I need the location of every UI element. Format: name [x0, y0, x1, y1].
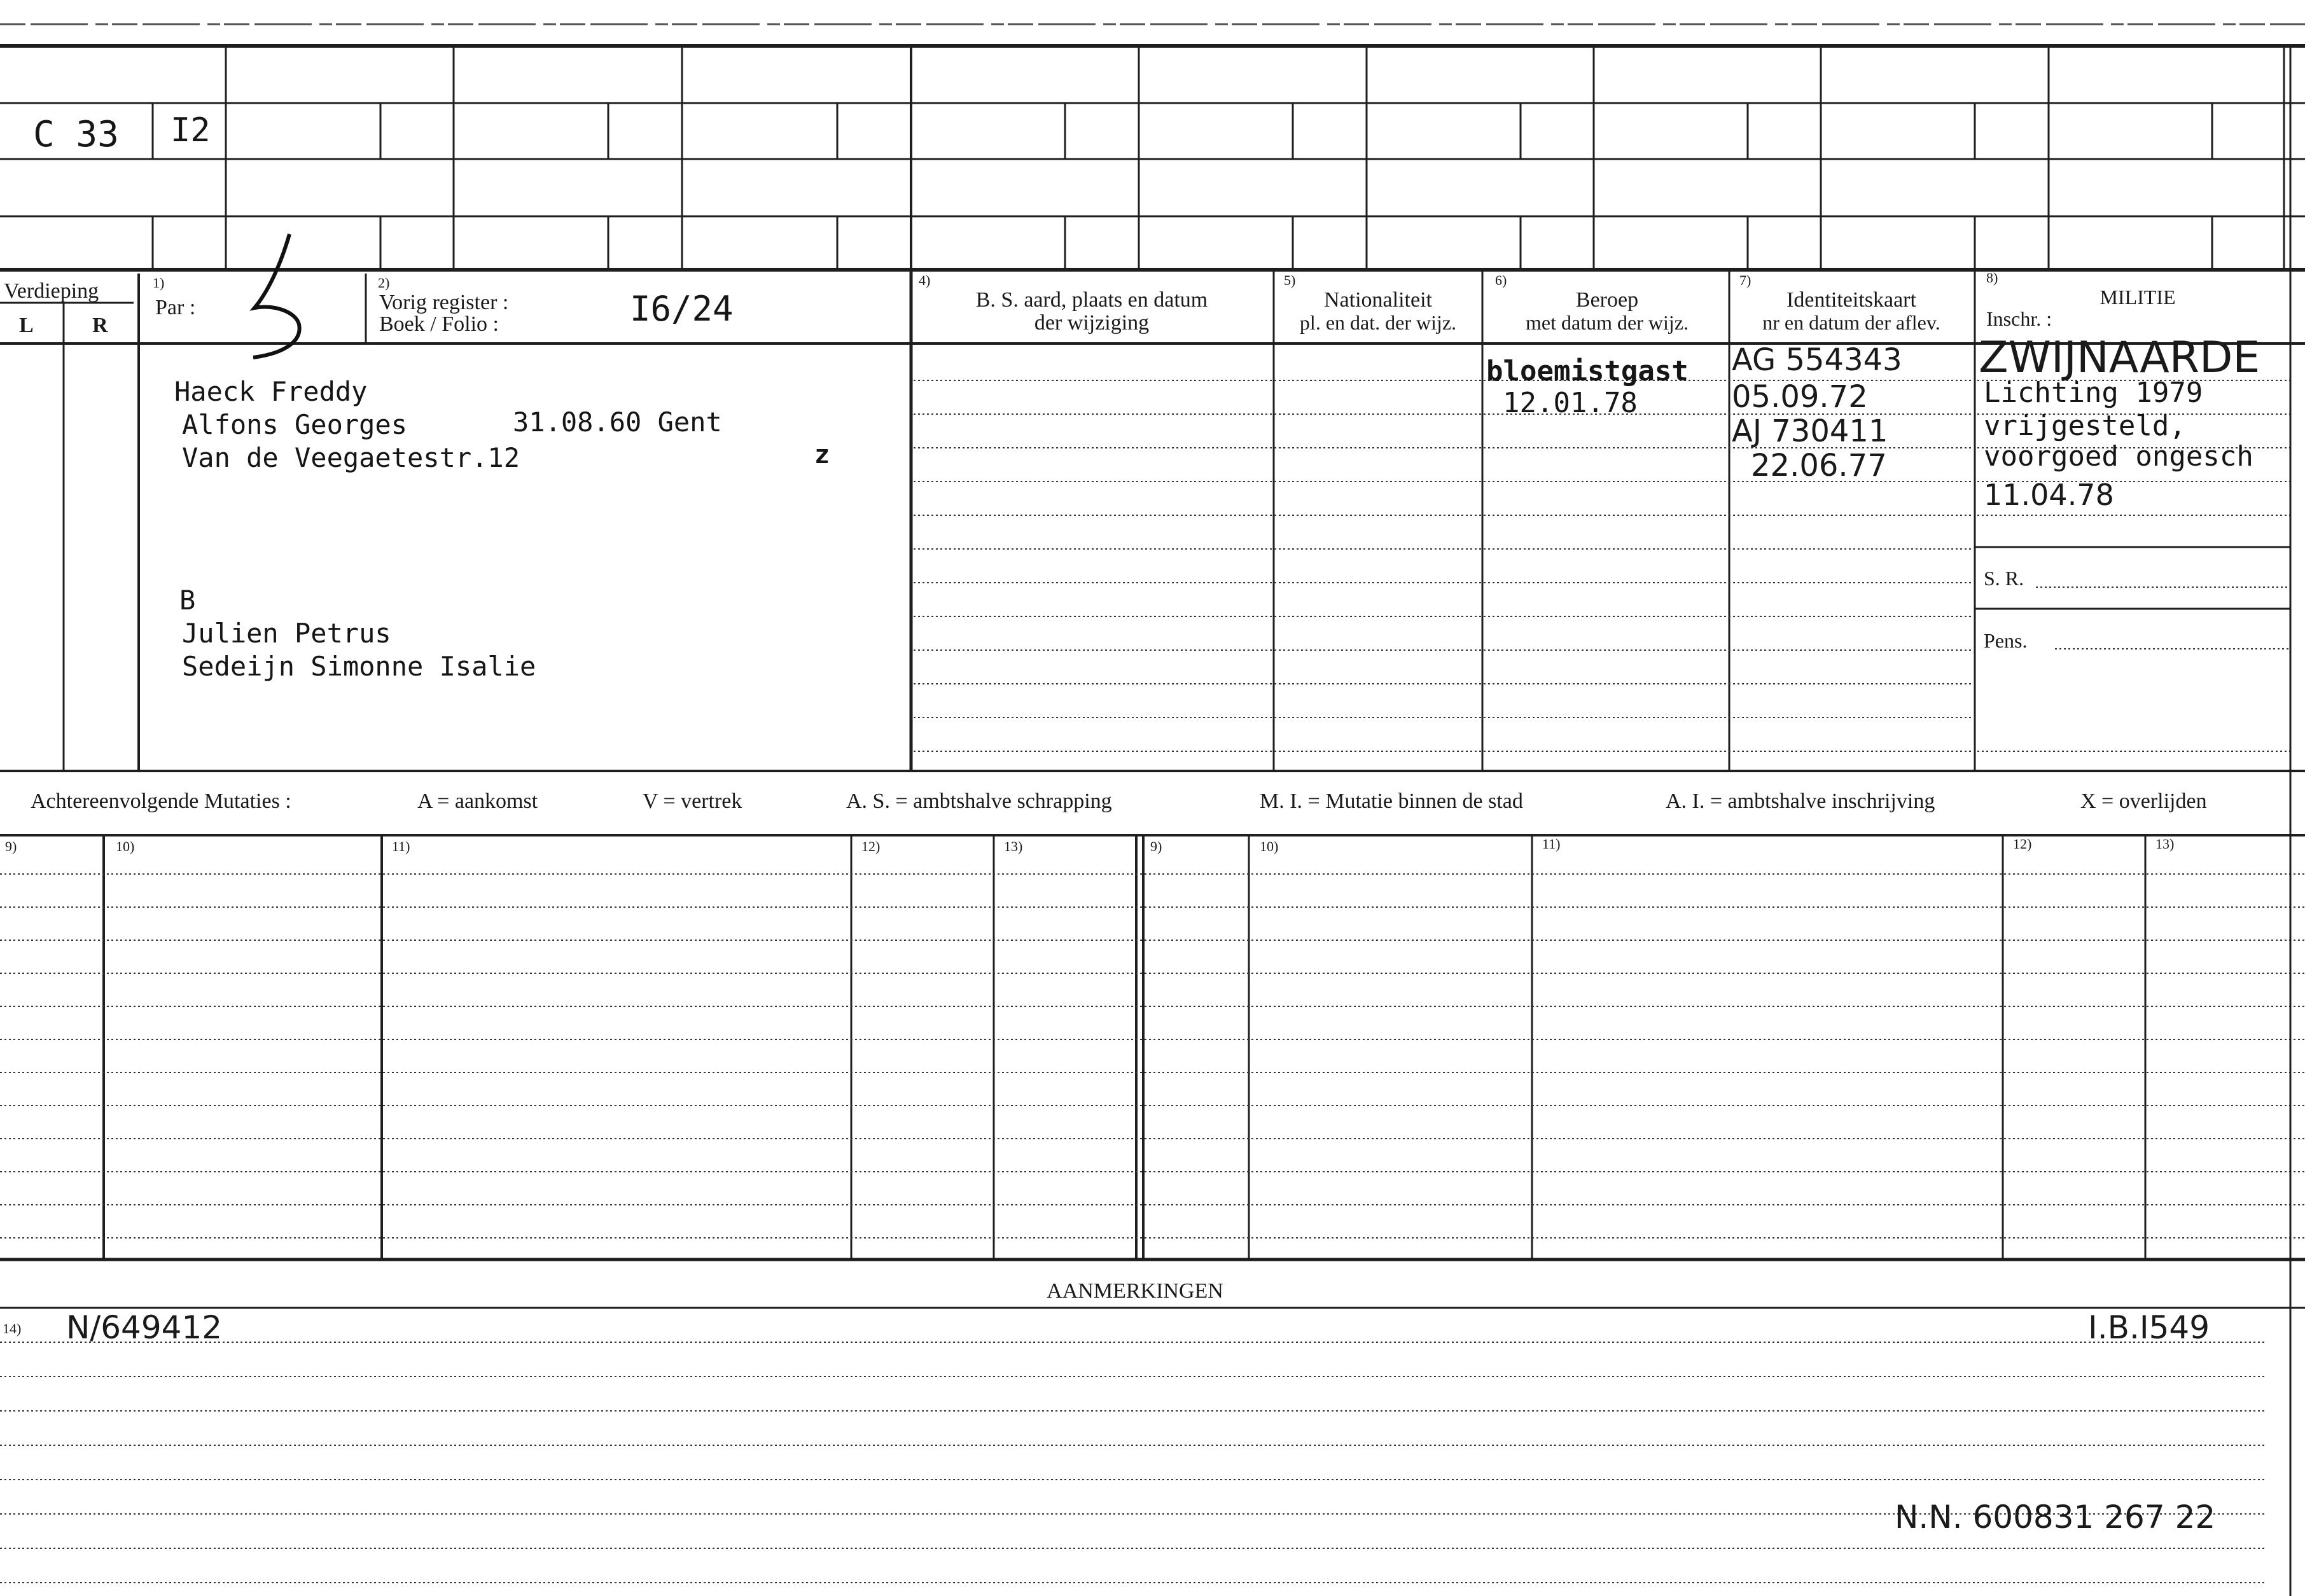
person-status: B	[179, 585, 196, 616]
mutatie-col-9a: 9)	[5, 838, 17, 854]
aanmerkingen-ib: I.B.I549	[2088, 1309, 2210, 1346]
bs-label-2: der wijziging	[1034, 311, 1150, 335]
person-birth: 31.08.60 Gent	[513, 406, 722, 438]
top-code-1: C 33	[33, 114, 119, 155]
mutatie-col-11b: 11)	[1542, 836, 1561, 852]
mutatie-col-13a: 13)	[1004, 838, 1023, 854]
person-given-names: Alfons Georges	[182, 409, 408, 440]
mutatie-col-10b: 10)	[1260, 838, 1279, 854]
aanmerkingen-nn: N.N. 600831 267 22	[1895, 1499, 2216, 1536]
aanmerkingen-title: AANMERKINGEN	[1047, 1279, 1223, 1303]
column-r-label: R	[92, 314, 108, 337]
mutatie-v: V = vertrek	[643, 789, 742, 813]
mutatie-col-12a: 12)	[861, 838, 881, 854]
mutatie-col-11a: 11)	[392, 838, 410, 854]
nationaliteit-label-2: pl. en dat. der wijz.	[1299, 311, 1457, 334]
mutatie-a: A = aankomst	[417, 789, 538, 813]
person-name: Haeck Freddy	[174, 376, 368, 407]
bs-label-1: B. S. aard, plaats en datum	[975, 288, 1208, 312]
verdieping-label: Verdieping	[4, 279, 99, 303]
identiteit-label-1: Identiteitskaart	[1786, 288, 1916, 312]
boek-folio-value: I6/24	[630, 289, 734, 329]
mutatie-as: A. S. = ambtshalve schrapping	[846, 789, 1112, 813]
mutatie-col-13b: 13)	[2155, 836, 2175, 852]
mutatie-col-9b: 9)	[1150, 838, 1162, 854]
header-grid	[0, 270, 2305, 771]
par-label: Par :	[155, 296, 196, 319]
mutatie-x: X = overlijden	[2080, 789, 2207, 813]
militie-label: MILITIE	[2100, 286, 2176, 309]
mutatie-mi: M. I. = Mutatie binnen de stad	[1260, 789, 1523, 813]
footnote-7: 7)	[1739, 272, 1751, 288]
id-card-2: AJ 730411	[1732, 413, 1888, 449]
pens-label: Pens.	[1984, 629, 2028, 652]
top-code-2: I2	[171, 111, 211, 149]
column-l-label: L	[19, 314, 34, 337]
beroep-label-2: met datum der wijz.	[1526, 311, 1689, 334]
right-edge-ticks	[2290, 46, 2305, 1596]
beroep-value: bloemistgast	[1486, 355, 1689, 387]
footnote-4: 4)	[919, 272, 931, 288]
mutatie-col-12b: 12)	[2013, 836, 2032, 852]
mutaties-grid	[0, 835, 2305, 1259]
par-signature	[253, 234, 300, 357]
footnote-2: 2)	[378, 275, 390, 291]
id-date-2: 22.06.77	[1751, 448, 1887, 483]
person-father: Julien Petrus	[182, 618, 391, 649]
militie-place: ZWIJNAARDE	[1979, 333, 2260, 383]
mutaties-title: Achtereenvolgende Mutaties :	[31, 789, 291, 813]
footnote-5: 5)	[1284, 272, 1296, 288]
mutatie-ai: A. I. = ambtshalve inschrijving	[1666, 789, 1935, 813]
aanmerkingen-lines	[0, 1308, 2305, 1583]
top-grid	[0, 46, 2305, 270]
id-date-1: 05.09.72	[1732, 379, 1868, 415]
footnote-6: 6)	[1495, 272, 1507, 288]
person-street: Van de Veegaetestr.12	[182, 442, 520, 473]
sr-label: S. R.	[1984, 567, 2024, 590]
person-mother: Sedeijn Simonne Isalie	[182, 651, 536, 682]
boek-folio-label: Boek / Folio :	[379, 312, 499, 336]
footnote-1: 1)	[153, 275, 165, 291]
vorig-register-label: Vorig register :	[379, 291, 509, 314]
person-mark: z	[814, 440, 830, 469]
mutaties-dotted-lines	[0, 874, 2305, 1238]
identiteit-label-2: nr en datum der aflev.	[1762, 311, 1940, 334]
militie-lichting: Lichting 1979	[1984, 377, 2203, 409]
id-card-1: AG 554343	[1732, 342, 1902, 378]
militie-date: 11.04.78	[1984, 478, 2114, 512]
footnote-8: 8)	[1986, 270, 1998, 286]
inschr-label: Inschr. :	[1986, 307, 2052, 330]
footnote-14: 14)	[3, 1321, 22, 1336]
aanmerkingen-ref: N/649412	[66, 1309, 223, 1346]
beroep-label-1: Beroep	[1575, 288, 1639, 312]
beroep-date: 12.01.78	[1503, 387, 1638, 419]
mutatie-col-10a: 10)	[116, 838, 135, 854]
nationaliteit-label-1: Nationaliteit	[1324, 288, 1432, 312]
militie-status-1: vrijgesteld,	[1984, 410, 2186, 442]
militie-status-2: voorgoed ongesch	[1984, 440, 2253, 473]
